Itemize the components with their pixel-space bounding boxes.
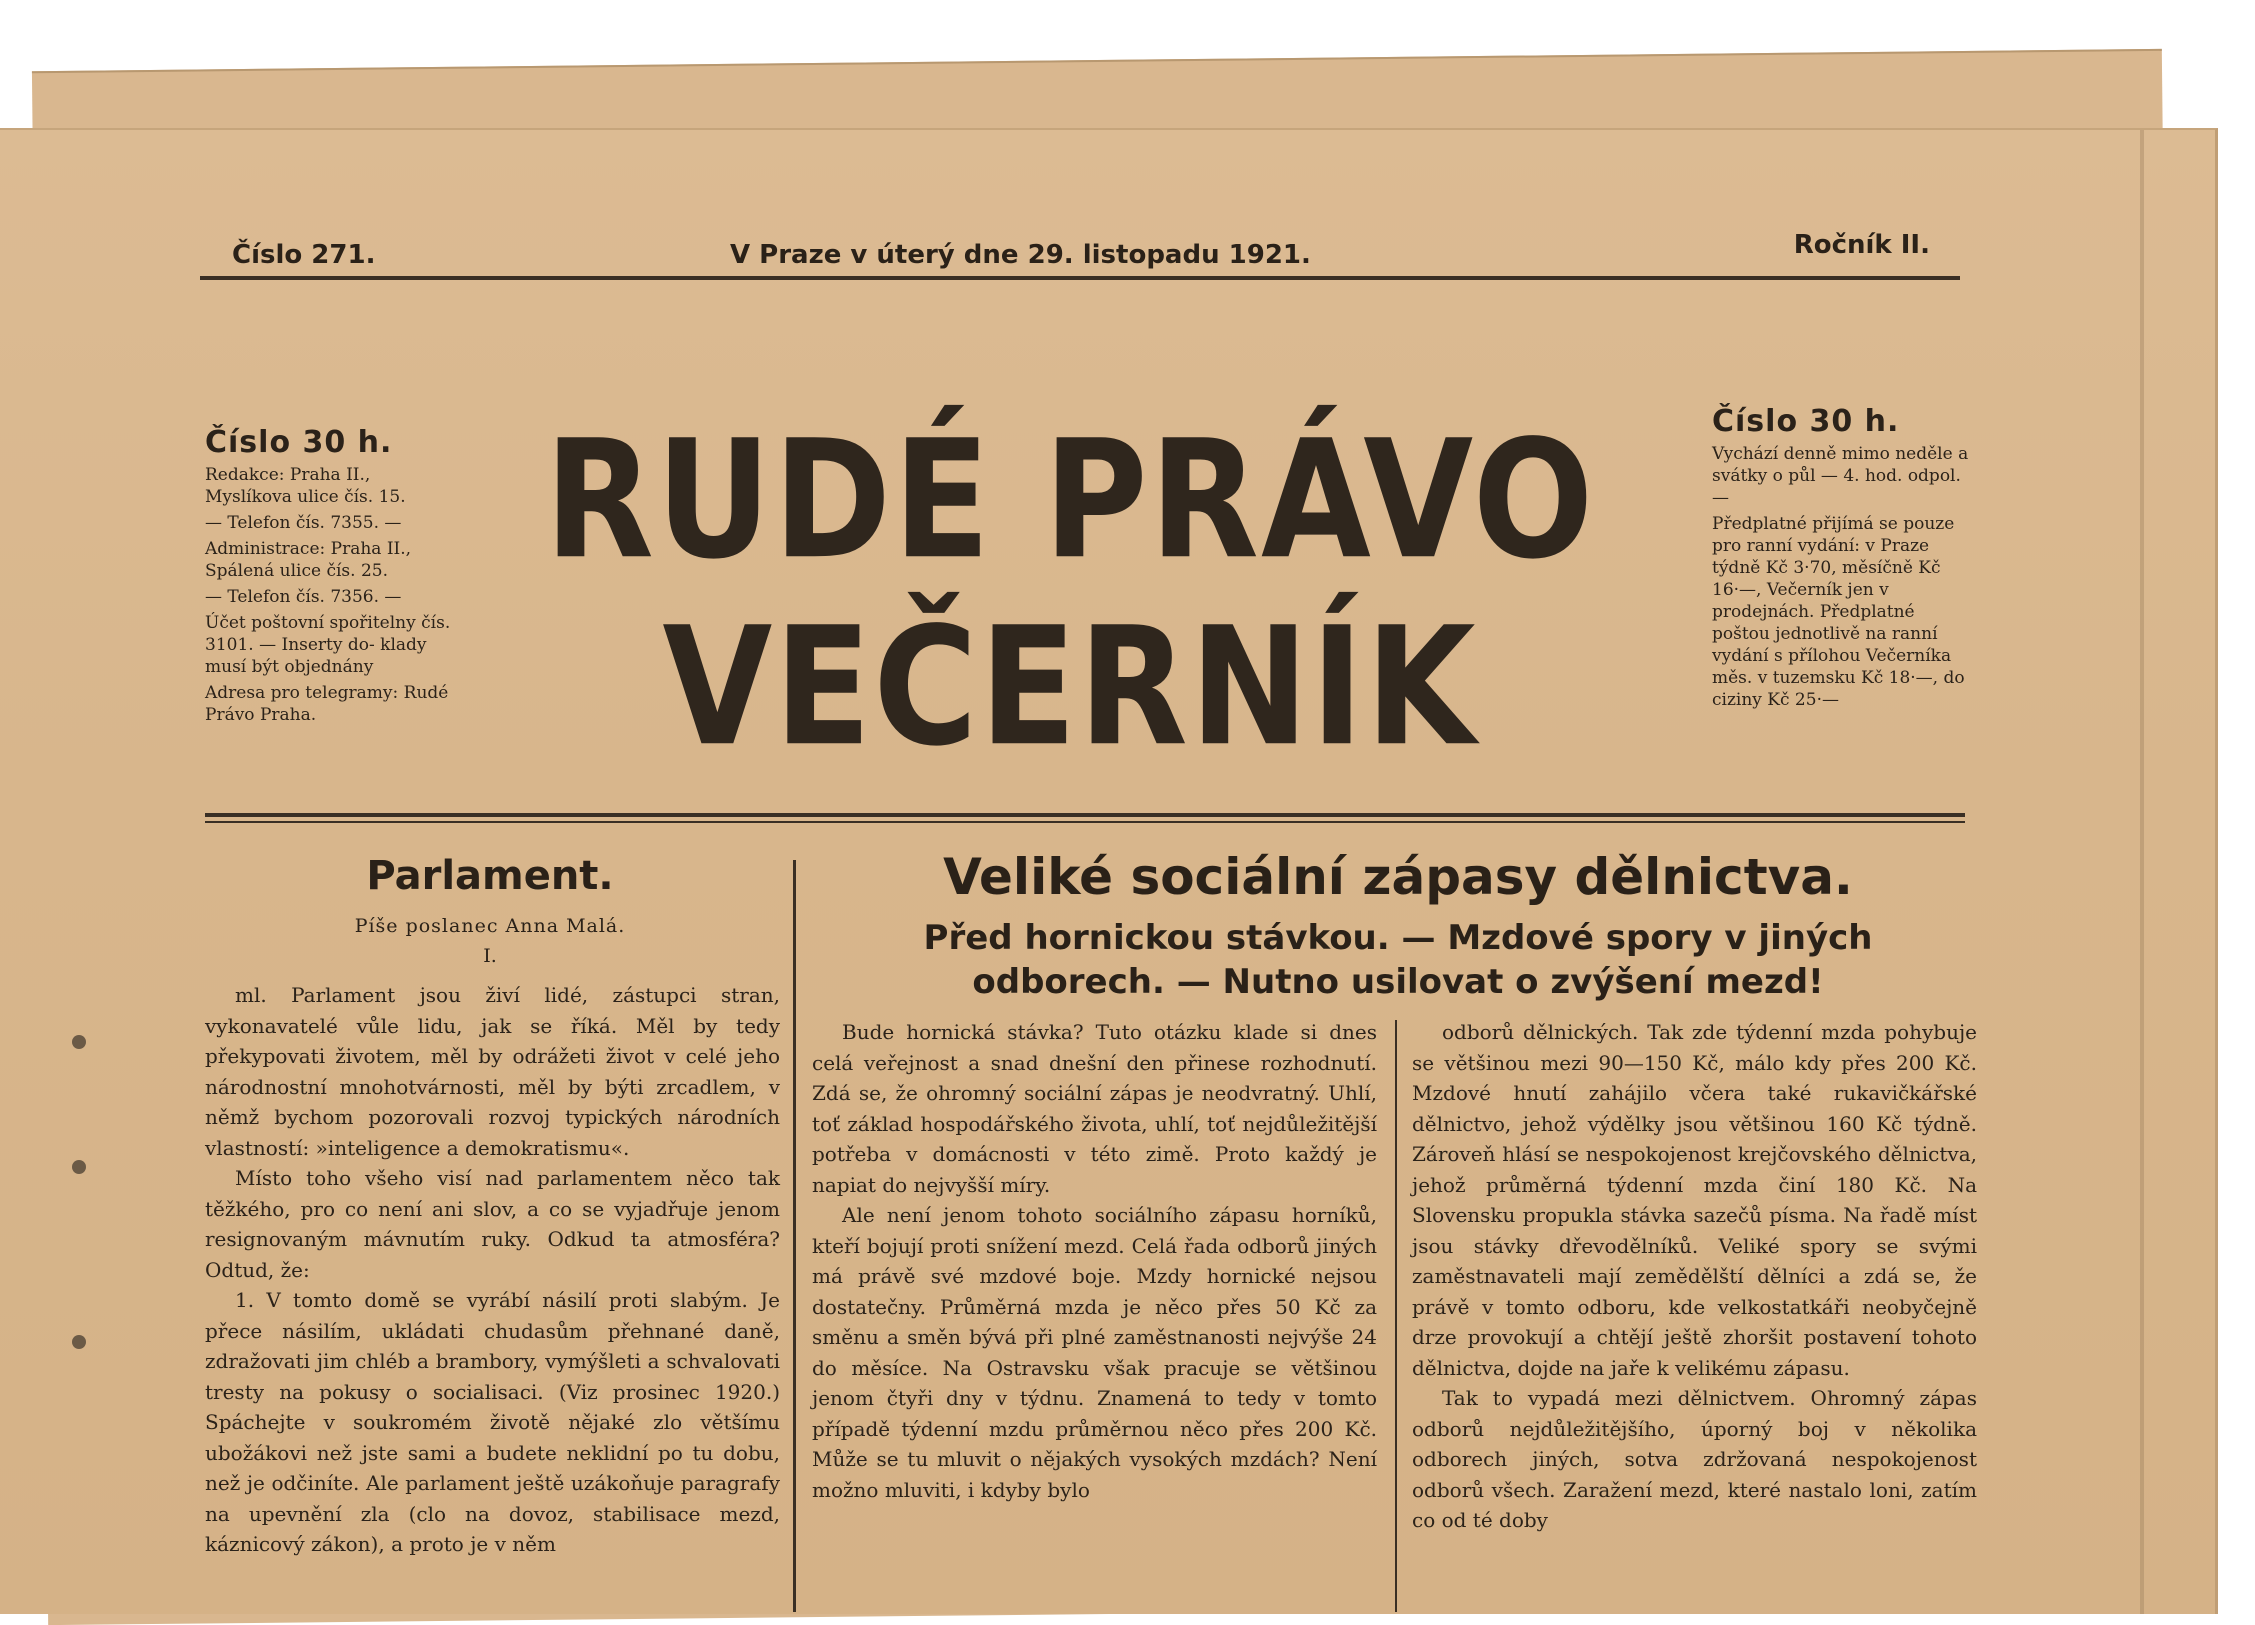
left-ear — [205, 425, 455, 730]
article-main-col3 — [1412, 1017, 1977, 1536]
article-byline: Píše poslanec Anna Malá. — [354, 915, 626, 937]
article-main-col2 — [812, 1017, 1377, 1505]
masthead-rule-thin — [205, 821, 1965, 823]
paper-crease — [2140, 130, 2144, 1614]
article-part-number: I. — [483, 945, 497, 967]
paragraph: 1. V tomto domě se vyrábí násilí proti slabým. Je přece násilím, ukládati chudasům přehnané daně, zdražovati jim chléb a brambory, vymýšleti a schvalovati tresty na pokusy o socialisaci. (Viz prosinec 1920.) Spáchejte v soukromém životě nějaké zlo většímu ubožákovi než jste sami a budete neklidní po tu dobu, než je odčiníte. Ale parlament ještě uzákoňuje paragrafy na upevnění zla (clo na dovoz, stabilisace mezd, káznicový zákon), a proto je v něm — [205, 1288, 780, 1556]
main-headline: Veliké sociální zápasy dělnictva. — [943, 848, 1853, 906]
masthead-title-line2: VEČERNÍK — [662, 592, 1478, 783]
ear-line: — Telefon čís. 7356. — — [205, 587, 402, 607]
column-divider — [793, 860, 796, 1612]
subheadline-2: odborech. — Nutno usilovat o zvýšení mezd! — [972, 962, 1824, 1002]
column-divider — [1395, 1020, 1397, 1612]
dateline — [200, 230, 1960, 280]
ear-line: Účet poštovní spořitelny čís. 3101. — Inserty do- klady musí být objednány — [205, 613, 451, 677]
issue-number: Číslo 271. — [232, 240, 376, 270]
paragraph: ml. Parlament jsou živí lidé, zástupci stran, vykonavatelé vůle lidu, jak se říká. Měl by tedy překypovati životem, měl by odrážeti život v celé jeho národnostní mnohotvárnosti, měl by býti zrcadlem, v němž bychom pozorovali rozvoj typických národních vlastností: »inteligence a demokratismu«. — [205, 983, 780, 1160]
binding-hole — [72, 1335, 86, 1349]
volume-year: Ročník II. — [1793, 230, 1930, 260]
paragraph: Tak to vypadá mezi dělnictvem. Ohromný zápas odborů nejdůležitějšího, úporný boj v několika odborech jiných, sotva zdržovaná nespokojenost odborů všech. Zaražení mezd, které nastalo loni, zatím co od té doby — [1412, 1386, 1977, 1532]
paragraph: Bude hornická stávka? Tuto otázku klade si dnes celá veřejnost a snad dnešní den přinese rozhodnutí. Zdá se, že ohromný sociální zápas je neodvratný. Uhlí, toť základ hospodářského života, uhlí, toť nejdůležitější potřeba v domácnosti v této zimě. Proto každý je napiat do nejvyšší míry. — [812, 1020, 1377, 1197]
ear-line: Vychází denně mimo neděle a svátky o půl — 4. hod. odpol. — — [1712, 444, 1969, 508]
ear-line: Redakce: Praha II., Myslíkova ulice čís. 15. — [205, 465, 406, 507]
right-price: Číslo 30 h. — [1712, 404, 1900, 439]
left-price: Číslo 30 h. — [205, 425, 393, 460]
binding-hole — [72, 1035, 86, 1049]
binding-hole — [72, 1160, 86, 1174]
paragraph: Místo toho všeho visí nad parlamentem něco tak těžkého, pro co není ani slov, a co se vyjadřuje jenom resignovaným mávnutím ruky. Odkud ta atmosféra? Odtud, že: — [205, 1166, 780, 1282]
paragraph: Ale není jenom tohoto sociálního zápasu horníků, kteří bojují proti snížení mezd. Celá řada odborů jiných má právě své mzdové boje. Mzdy hornické nejsou dostatečny. Průměrná mzda je něco přes 50 Kč za směnu a směn bývá při plné zaměstnanosti nejvýše 24 do měsíce. Na Ostravsku však pracuje se většinou jenom čtyři dny v týdnu. Znamená to tedy v tomto případě týdenní mzdu průměrnou něco přes 200 Kč. Může se tu mluvit o nějakých vysokých mzdách? Není možno mluviti, i kdyby bylo — [812, 1203, 1377, 1502]
paragraph: odborů dělnických. Tak zde týdenní mzda pohybuje se většinou mezi 90—150 Kč, málo kdy přes 200 Kč. Mzdové hnutí zahájilo včera také rukavičkářské dělnictvo, jehož výdělky jsou většinou 160 Kč týdně. Zároveň hlásí se nespokojenost krejčovského dělnictva, jehož průměrná týdenní mzda činí 180 Kč. Na Slovensku propukla stávka sazečů písma. Na řadě míst jsou stávky dřevodělníků. Veliké spory se svými zaměstnavateli mají zemědělští dělníci a zdá se, že právě v tomto odboru, kde velkostatkáři neobyčejně drze provokují a chtějí ještě zhoršit postavení tohoto dělnictva, dojde na jaře k velikému zápasu. — [1412, 1020, 1977, 1380]
ear-line: — Telefon čís. 7355. — — [205, 513, 402, 533]
issue-date: V Praze v úterý dne 29. listopadu 1921. — [730, 240, 1311, 270]
ear-line: Adresa pro telegramy: Rudé Právo Praha. — [205, 683, 449, 725]
ear-line: Předplatné přijímá se pouze pro ranní vydání: v Praze týdně Kč 3·70, měsíčně Kč 16·—, Večerník jen v prodejnách. Předplatné poštou jednotlivě na ranní vydání s přílohou Večerníka měs. v tuzemsku Kč 18·—, do ciziny Kč 25·— — [1712, 514, 1965, 710]
masthead-rule — [205, 813, 1965, 817]
article-left-body — [205, 980, 780, 1560]
masthead-title-line1: RUDÉ PRÁVO — [544, 405, 1596, 596]
article-title-parlament: Parlament. — [366, 853, 614, 899]
subheadline-1: Před hornickou stávkou. — Mzdové spory v jiných — [923, 918, 1873, 958]
right-ear — [1712, 404, 1972, 715]
ear-line: Administrace: Praha II., Spálená ulice čís. 25. — [205, 539, 412, 581]
